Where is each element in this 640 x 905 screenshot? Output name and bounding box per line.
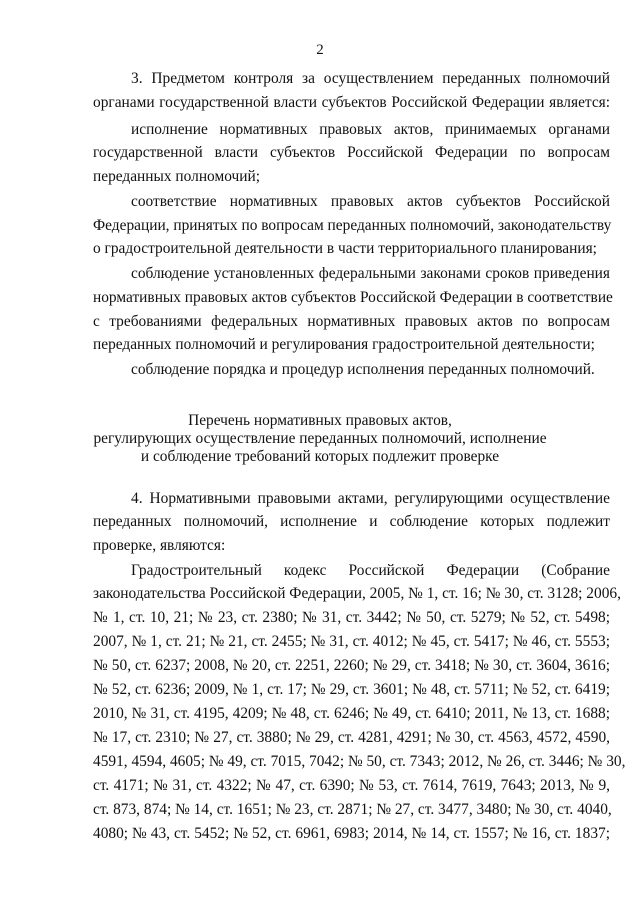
paragraph-line: № 50, ст. 6237; 2008, № 20, ст. 2251, 2260; № 29, ст. 3418; № 30, ст. 3604, 3616; — [93, 657, 610, 674]
paragraph-line: переданных полномочий; — [93, 168, 260, 185]
paragraph-line: переданных полномочий и регулирования градостроительной деятельности; — [93, 336, 595, 353]
paragraph-line: с требованиями федеральных нормативных правовых актов по вопросам — [93, 313, 610, 330]
paragraph-line: 4080; № 43, ст. 5452; № 52, ст. 6961, 6983; 2014, № 14, ст. 1557; № 16, ст. 1837; — [93, 825, 610, 842]
paragraph-line: 3. Предметом контроля за осуществлением переданных полномочий — [131, 70, 610, 87]
paragraph-line: соответствие нормативных правовых актов субъектов Российской — [131, 193, 610, 210]
paragraph-line: 2007, № 1, ст. 21; № 21, ст. 2455; № 31, ст. 4012; № 45, ст. 5417; № 46, ст. 5553; — [93, 633, 610, 650]
paragraph-line: 4591, 4594, 4605; № 49, ст. 7015, 7042; № 50, ст. 7343; 2012, № 26, ст. 3446; № 30, — [93, 753, 626, 770]
paragraph-line: исполнение нормативных правовых актов, принимаемых органами — [131, 121, 610, 138]
paragraph-line: органами государственной власти субъектов Российской Федерации является: — [93, 94, 610, 111]
paragraph-line: соблюдение установленных федеральными законами сроков приведения — [131, 265, 610, 282]
paragraph-line: Градостроительный кодекс Российской Федерации (Собрание — [131, 562, 610, 579]
heading-line: и соблюдение требований которых подлежит проверке — [140, 448, 500, 465]
paragraph-line: государственной власти субъектов Российской Федерации по вопросам — [93, 144, 610, 161]
paragraph-line: о градостроительной деятельности в части территориального планирования; — [93, 240, 597, 257]
paragraph-line: переданных полномочий, исполнение и соблюдение которых подлежит — [93, 513, 610, 530]
heading-line: Перечень нормативных правовых актов, — [188, 412, 452, 429]
paragraph-line: № 1, ст. 10, 21; № 23, ст. 2380; № 31, ст. 3442; № 50, ст. 5279; № 52, ст. 5498; — [93, 609, 610, 626]
paragraph-line: 4. Нормативными правовыми актами, регулирующими осуществление — [131, 490, 610, 507]
page-number: 2 — [316, 42, 324, 58]
paragraph-line: соблюдение порядка и процедур исполнения переданных полномочий. — [131, 361, 595, 378]
heading-line: регулирующих осуществление переданных полномочий, исполнение — [93, 430, 547, 447]
paragraph-line: Федерации, принятых по вопросам переданных полномочий, законодательству — [93, 217, 612, 234]
paragraph-line: проверке, являются: — [93, 537, 226, 554]
paragraph-line: нормативных правовых актов субъектов Российской Федерации в соответствие — [93, 289, 613, 306]
paragraph-line: 2010, № 31, ст. 4195, 4209; № 48, ст. 6246; № 49, ст. 6410; 2011, № 13, ст. 1688; — [93, 705, 610, 722]
paragraph-line: ст. 4171; № 31, ст. 4322; № 47, ст. 6390; № 53, ст. 7614, 7619, 7643; 2013, № 9, — [93, 777, 610, 794]
paragraph-line: № 52, ст. 6236; 2009, № 1, ст. 17; № 29, ст. 3601; № 48, ст. 5711; № 52, ст. 6419; — [93, 681, 610, 698]
paragraph-line: законодательства Российской Федерации, 2005, № 1, ст. 16; № 30, ст. 3128; 2006, — [93, 585, 621, 602]
paragraph-line: № 17, ст. 2310; № 27, ст. 3880; № 29, ст. 4281, 4291; № 30, ст. 4563, 4572, 4590, — [93, 729, 610, 746]
paragraph-line: ст. 873, 874; № 14, ст. 1651; № 23, ст. 2871; № 27, ст. 3477, 3480; № 30, ст. 4040, — [93, 801, 612, 818]
